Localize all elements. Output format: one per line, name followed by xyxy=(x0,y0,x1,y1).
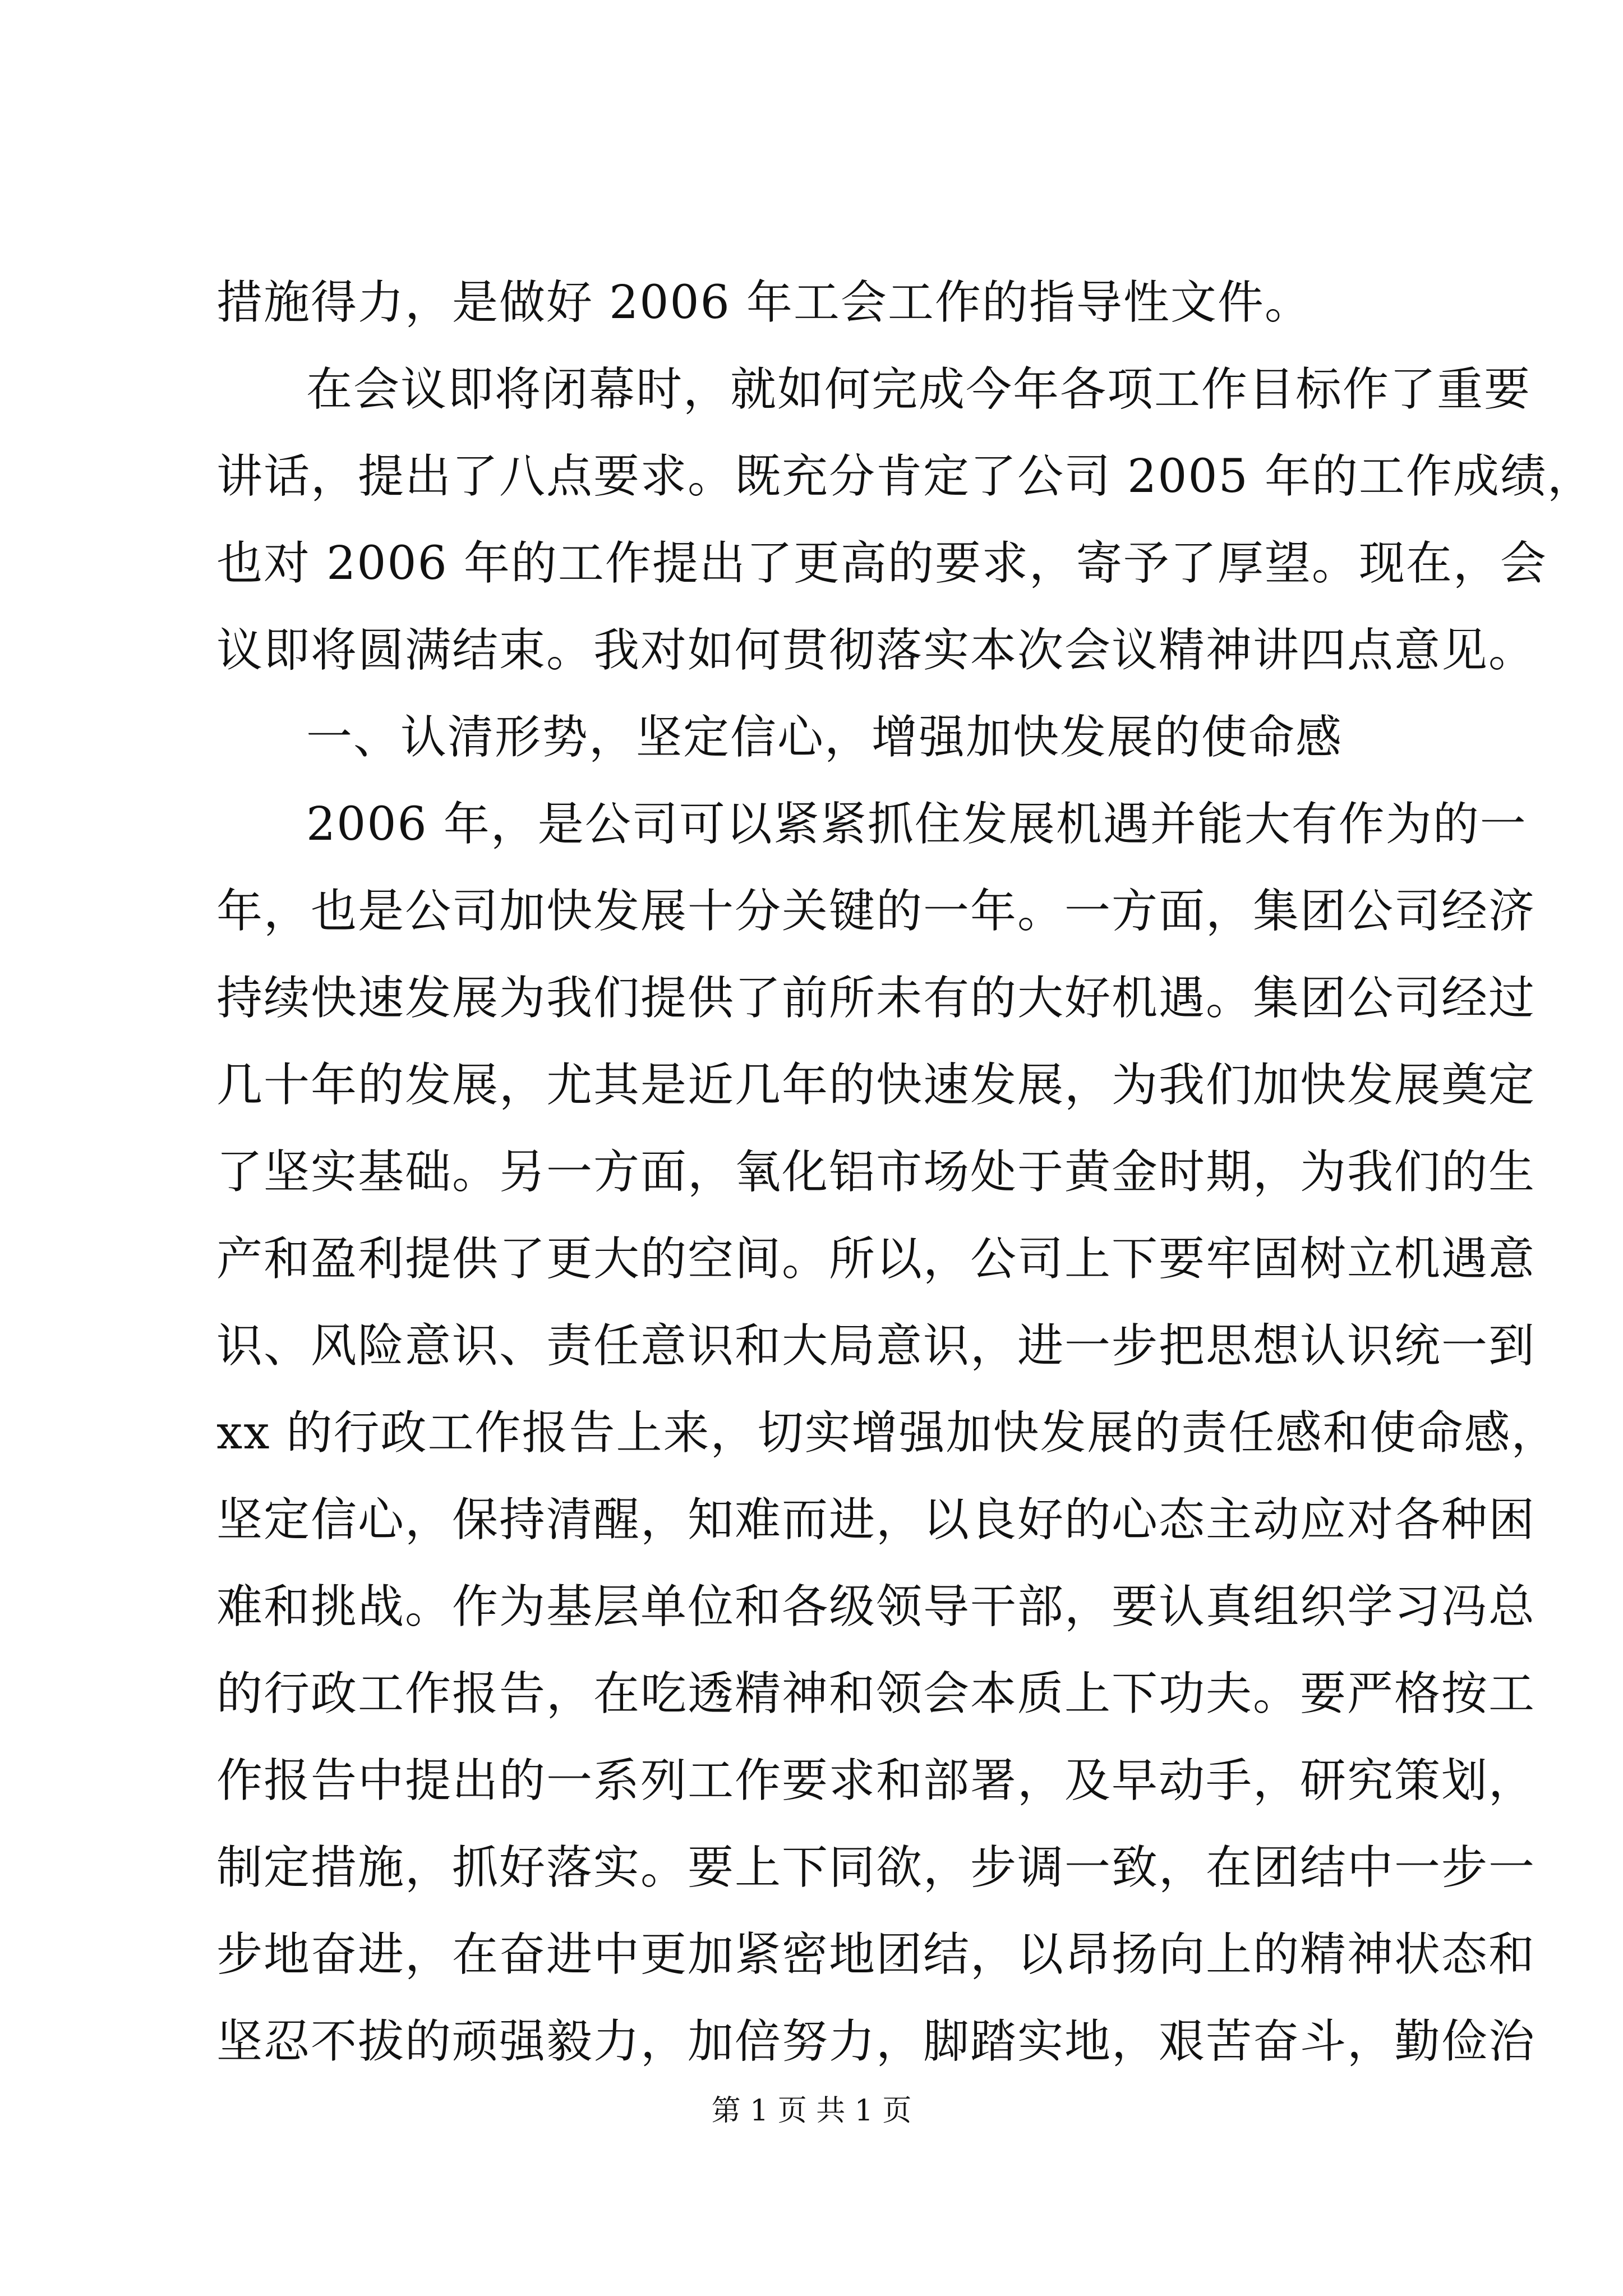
body-line-2: 在会议即将闭幕时，就如何完成今年各项工作目标作了重要 xyxy=(306,363,1532,416)
body-line-21: 坚忍不拔的顽强毅力，加倍努力，脚踏实地，艰苦奋斗，勤俭治 xyxy=(216,2015,1536,2068)
body-line-7: 2006 年，是公司可以紧紧抓住发展机遇并能大有作为的一 xyxy=(306,798,1527,851)
section-heading: 一、认清形势，坚定信心，增强加快发展的使命感 xyxy=(306,711,1343,764)
body-line-13: 识、风险意识、责任意识和大局意识，进一步把思想认识统一到 xyxy=(216,1319,1536,1373)
body-line-14: xx 的行政工作报告上来，切实增强加快发展的责任感和使命感， xyxy=(216,1406,1559,1460)
body-line-19: 制定措施，抓好落实。要上下同欲，步调一致，在团结中一步一 xyxy=(216,1841,1536,1894)
body-line-18: 作报告中提出的一系列工作要求和部署，及早动手，研究策划， xyxy=(216,1754,1536,1807)
body-line-8: 年，也是公司加快发展十分关键的一年。一方面，集团公司经济 xyxy=(216,885,1536,938)
body-line-15: 坚定信心，保持清醒，知难而进，以良好的心态主动应对各种困 xyxy=(216,1493,1536,1547)
body-line-1: 措施得力，是做好 2006 年工会工作的指导性文件。 xyxy=(216,276,1312,329)
body-line-12: 产和盈利提供了更大的空间。所以，公司上下要牢固树立机遇意 xyxy=(216,1232,1536,1286)
body-line-4: 也对 2006 年的工作提出了更高的要求，寄予了厚望。现在，会 xyxy=(216,537,1547,590)
body-line-17: 的行政工作报告，在吃透精神和领会本质上下功夫。要严格按工 xyxy=(216,1667,1536,1720)
body-line-11: 了坚实基础。另一方面，氧化铝市场处于黄金时期，为我们的生 xyxy=(216,1145,1536,1199)
body-line-20: 步地奋进，在奋进中更加紧密地团结，以昂扬向上的精神状态和 xyxy=(216,1928,1536,1981)
body-line-10: 几十年的发展，尤其是近几年的快速发展，为我们加快发展奠定 xyxy=(216,1059,1536,1112)
body-line-16: 难和挑战。作为基层单位和各级领导干部，要认真组织学习冯总 xyxy=(216,1580,1536,1634)
body-line-9: 持续快速发展为我们提供了前所未有的大好机遇。集团公司经过 xyxy=(216,972,1536,1025)
page-footer: 第 1 页 共 1 页 xyxy=(711,2094,912,2128)
body-line-3: 讲话，提出了八点要求。既充分肯定了公司 2005 年的工作成绩， xyxy=(216,450,1594,503)
body-line-5: 议即将圆满结束。我对如何贯彻落实本次会议精神讲四点意见。 xyxy=(216,624,1536,677)
